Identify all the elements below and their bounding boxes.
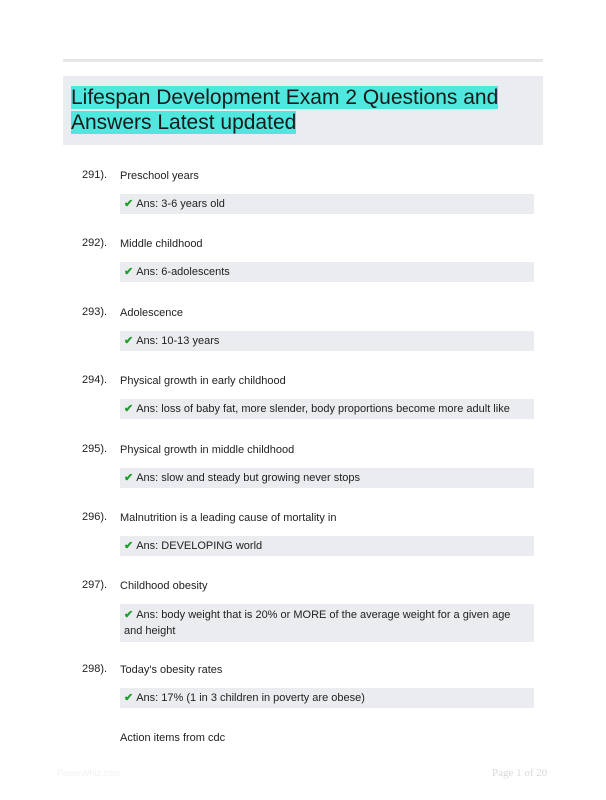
answer-text: Ans: 10-13 years	[136, 335, 220, 347]
question-number: 292).	[82, 237, 108, 249]
answer-text: Ans: 6-adolescents	[136, 266, 230, 278]
answer-text: Ans: DEVELOPING world	[136, 540, 263, 552]
footer-watermark: PaperWhiz.com	[57, 768, 121, 778]
answer-text: Ans: body weight that is 20% or MORE of the average weight for a given age and height	[124, 609, 511, 637]
answer-box	[120, 194, 534, 214]
answer-box	[120, 331, 534, 351]
answer-text: Ans: 17% (1 in 3 children in poverty are obese)	[136, 692, 365, 704]
check-icon: ✔	[124, 472, 134, 484]
question-text: Physical growth in early childhood	[120, 375, 286, 387]
question-text: Malnutrition is a leading cause of mortality in	[120, 512, 337, 524]
document-title: Lifespan Development Exam 2 Questions and Answers Latest updated	[71, 86, 499, 134]
check-icon: ✔	[124, 266, 134, 278]
answer-box	[120, 536, 534, 556]
question-number: 298).	[82, 663, 108, 675]
question-number: 297).	[82, 579, 108, 591]
check-icon: ✔	[124, 198, 134, 210]
answer-box	[120, 604, 534, 642]
answer-text: Ans: 3-6 years old	[136, 198, 225, 210]
question-text: Childhood obesity	[120, 580, 208, 592]
question-number: 294).	[82, 374, 108, 386]
page-indicator: Page 1 of 20	[492, 767, 548, 779]
check-icon: ✔	[124, 335, 134, 347]
answer-box	[120, 262, 534, 282]
question-number: 296).	[82, 511, 108, 523]
question-text: Adolescence	[120, 307, 183, 319]
answer-box	[120, 688, 534, 708]
question-number: 295).	[82, 443, 108, 455]
question-number: 293).	[82, 306, 108, 318]
question-text: Today's obesity rates	[120, 664, 223, 676]
question-text: Preschool years	[120, 170, 199, 182]
answer-box	[120, 468, 534, 488]
answer-text: Ans: slow and steady but growing never stops	[136, 472, 361, 484]
check-icon: ✔	[124, 540, 134, 552]
answer-text: Ans: loss of baby fat, more slender, body proportions become more adult like	[136, 403, 510, 415]
answer-box	[120, 399, 534, 419]
question-text: Middle childhood	[120, 238, 203, 250]
trailing-question-text: Action items from cdc	[120, 732, 226, 744]
question-text: Physical growth in middle childhood	[120, 444, 295, 456]
top-divider	[63, 59, 543, 62]
check-icon: ✔	[124, 403, 134, 415]
title-banner	[63, 76, 543, 145]
check-icon: ✔	[124, 692, 134, 704]
check-icon: ✔	[124, 609, 134, 621]
question-number: 291).	[82, 169, 108, 181]
